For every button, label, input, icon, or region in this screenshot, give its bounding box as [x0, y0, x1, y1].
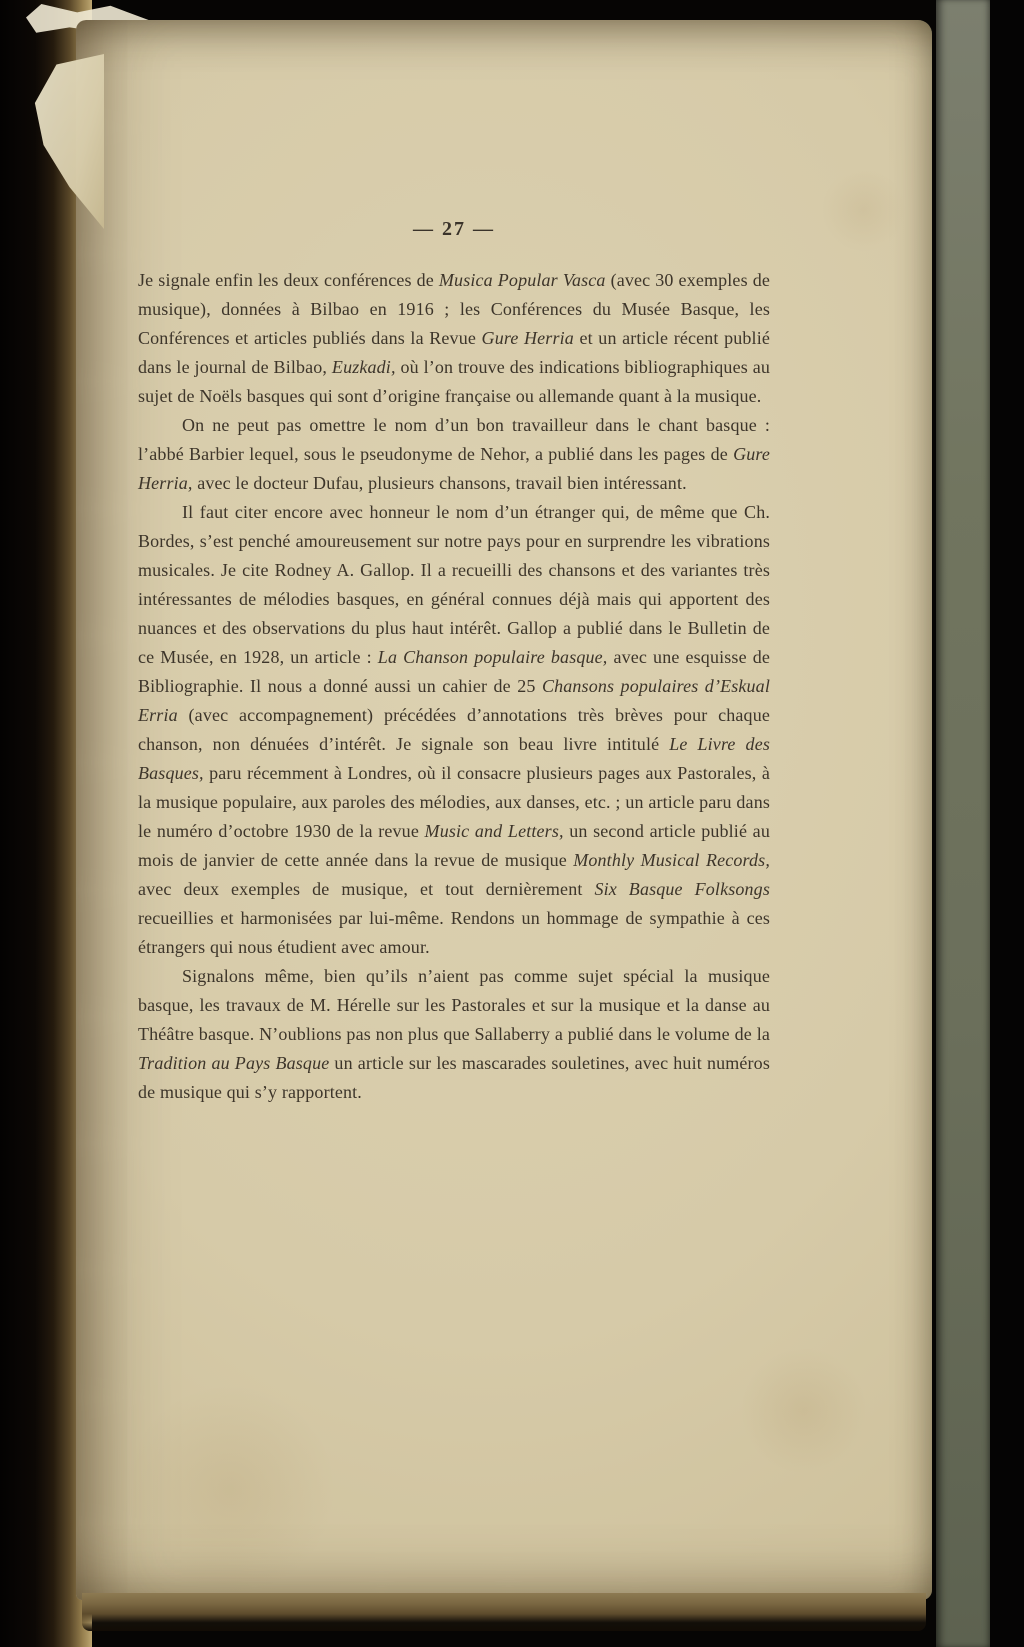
- italic-title-text: La Chanson populaire basque,: [377, 647, 608, 667]
- body-text: un second article publié au mois de janvier de cette année dans la revue de musique: [138, 821, 770, 870]
- italic-title-text: Gure Herria,: [138, 444, 770, 493]
- body-text: avec le docteur Dufau, plusieurs chansons, travail bien intéressant.: [192, 473, 687, 493]
- body-text: un article sur les mascarades souletines, avec huit numéros de musique qui s’y rapportent.: [138, 1053, 770, 1102]
- paragraph: [138, 498, 770, 962]
- italic-title-text: Chansons populaires d’Eskual Erria: [138, 676, 770, 725]
- italic-title-text: Le Livre des Basques,: [138, 734, 770, 783]
- body-text: On ne peut pas omettre le nom d’un bon travailleur dans le chant basque : l’abbé Barbier lequel, sous le pseudonyme de Nehor, a publié dans les pages de: [138, 415, 770, 464]
- body-text: Je signale enfin les deux conférences de: [138, 270, 439, 290]
- body-text: Signalons même, bien qu’ils n’aient pas comme sujet spécial la musique basque, les travaux de M. Hérelle sur les Pastorales et sur la musique et la danse au Théâtre basque. N’oublions pas non plus que Sallaberry a publié dans le volume de la: [138, 966, 770, 1044]
- paragraph: [138, 411, 770, 498]
- book-page: [76, 20, 932, 1600]
- italic-title-text: Monthly Musical Records,: [573, 850, 770, 870]
- page-stack-edge: [82, 1593, 926, 1631]
- italic-title-text: Gure Herria: [481, 328, 574, 348]
- body-text: (avec accompagnement) précédées d’annotations très brèves pour chaque chanson, non dénuées d’intérêt. Je signale son beau livre intitulé: [138, 705, 770, 754]
- body-text: avec une esquisse de Bibliographie. Il nous a donné aussi un cahier de 25: [138, 647, 771, 696]
- italic-title-text: Music and Letters,: [424, 821, 564, 841]
- body-text: Il faut citer encore avec honneur le nom d’un étranger qui, de même que Ch. Bordes, s’est penché amoureusement sur notre pays pour en surprendre les vibrations musicales. Je cite Rodney A. Gallop. Il a recueilli des chansons et des variantes très intéressantes de mélodies basques, en général connues déjà mais qui apportent des nuances et des observations du plus haut intérêt. Gallop a publié dans le Bulletin de ce Musée, en 1928, un article :: [138, 502, 770, 667]
- page-text: [138, 266, 770, 1107]
- book-cover-edge: [936, 0, 990, 1647]
- italic-title-text: Six Basque Folksongs: [594, 879, 770, 899]
- body-text: (avec 30 exemples de musique), données à Bilbao en 1916 ; les Conférences du Musée Basque, les Conférences et articles publiés dans la Revue: [138, 270, 771, 348]
- paragraph: [138, 266, 770, 411]
- body-text: avec deux exemples de musique, et tout dernièrement: [138, 879, 595, 899]
- italic-title-text: Musica Popular Vasca: [438, 270, 606, 290]
- body-text: et un article récent publié dans le journal de Bilbao,: [138, 328, 771, 377]
- italic-title-text: Tradition au Pays Basque: [138, 1053, 330, 1073]
- italic-title-text: Euzkadi,: [331, 357, 396, 377]
- paragraph: [138, 962, 770, 1107]
- scan-background-right: [990, 0, 1024, 1647]
- page-number: — 27 —: [413, 218, 495, 240]
- body-text: où l’on trouve des indications bibliographiques au sujet de Noëls basques qui sont d’origine française ou allemande quant à la musique.: [138, 357, 770, 406]
- body-text: paru récemment à Londres, où il consacre plusieurs pages aux Pastorales, à la musique populaire, aux paroles des mélodies, aux danses, etc. ; un article paru dans le numéro d’octobre 1930 de la revue: [138, 763, 770, 841]
- body-text: recueillies et harmonisées par lui-même. Rendons un hommage de sympathie à ces étrangers qui nous étudient avec amour.: [138, 908, 770, 957]
